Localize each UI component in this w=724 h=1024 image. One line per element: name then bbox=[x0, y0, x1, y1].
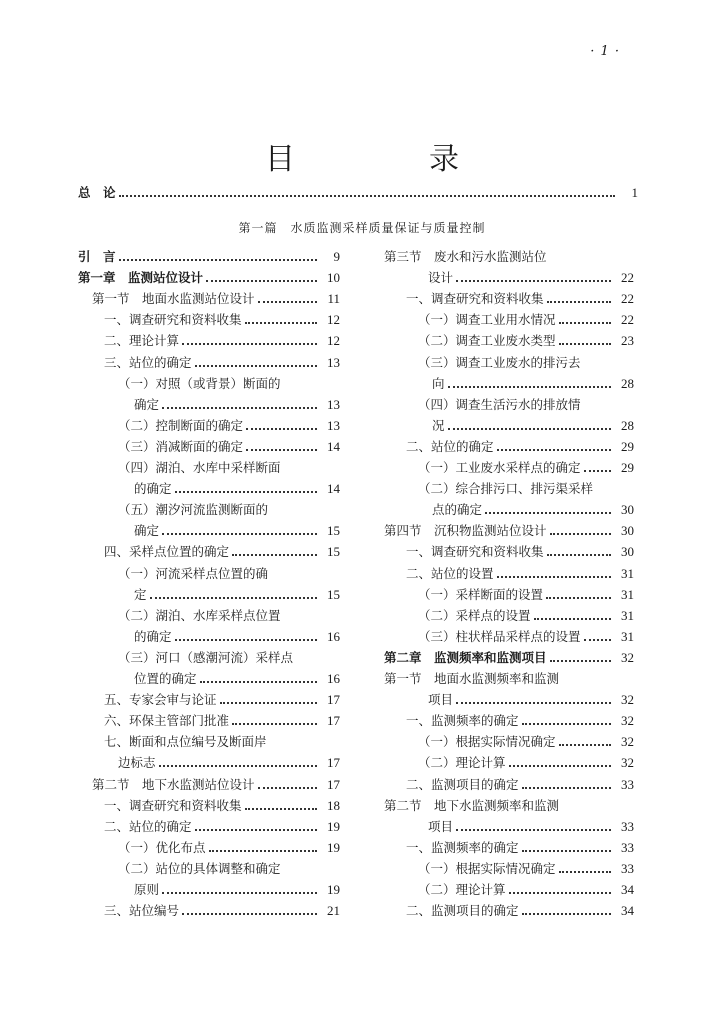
toc-label: （二）采样点的设置 bbox=[418, 607, 531, 623]
toc-page: 22 bbox=[621, 291, 634, 307]
leader-dots bbox=[547, 554, 611, 556]
toc-entry[interactable] bbox=[104, 333, 340, 349]
toc-entry[interactable] bbox=[428, 819, 634, 835]
toc-entry[interactable] bbox=[384, 249, 547, 265]
toc-entry[interactable] bbox=[432, 418, 634, 434]
leader-dots bbox=[456, 280, 611, 282]
toc-page: 9 bbox=[333, 249, 340, 264]
toc-page: 15 bbox=[327, 586, 340, 602]
toc-entry[interactable] bbox=[118, 502, 268, 518]
toc-label: 二、站位的确定 bbox=[104, 818, 192, 834]
toc-label: 总 论 bbox=[78, 185, 116, 200]
toc-label: （二）湖泊、水库采样点位置 bbox=[118, 607, 281, 623]
toc-label: 三、站位编号 bbox=[104, 903, 180, 919]
toc-entry[interactable] bbox=[418, 882, 634, 898]
toc-page: 16 bbox=[327, 628, 340, 644]
toc-page: 23 bbox=[621, 333, 634, 349]
toc-entry[interactable] bbox=[104, 713, 340, 729]
toc-label: 的确定 bbox=[134, 628, 172, 644]
toc-entry[interactable] bbox=[118, 650, 293, 666]
toc-label: （五）潮汐河流监测断面的 bbox=[118, 502, 269, 518]
toc-page: 31 bbox=[621, 628, 634, 644]
toc-page: 18 bbox=[327, 797, 340, 813]
toc-entry[interactable] bbox=[418, 333, 634, 349]
toc-page: 31 bbox=[621, 565, 634, 581]
toc-entry[interactable] bbox=[104, 734, 267, 750]
toc-label: （一）根据实际情况确定 bbox=[418, 860, 556, 876]
toc-entry[interactable] bbox=[406, 291, 634, 307]
leader-dots bbox=[162, 892, 317, 894]
toc-entry[interactable] bbox=[118, 861, 281, 877]
toc-entry[interactable] bbox=[406, 903, 634, 919]
toc-entry[interactable] bbox=[406, 840, 634, 856]
toc-page: 17 bbox=[327, 713, 340, 729]
toc-entry[interactable] bbox=[418, 734, 634, 750]
toc-page: 30 bbox=[621, 502, 634, 518]
toc-label: 一、调查研究和资料收集 bbox=[104, 797, 242, 813]
toc-page: 34 bbox=[621, 903, 634, 919]
toc-entry[interactable] bbox=[78, 270, 340, 286]
toc-entry[interactable] bbox=[134, 523, 340, 539]
toc-label: 确定 bbox=[134, 523, 160, 539]
toc-label: 三、站位的确定 bbox=[104, 354, 192, 370]
toc-page: 32 bbox=[621, 755, 634, 771]
leader-dots bbox=[246, 449, 317, 451]
toc-entry[interactable] bbox=[118, 608, 281, 624]
toc-entry[interactable] bbox=[418, 587, 634, 603]
leader-dots bbox=[162, 407, 317, 409]
toc-entry[interactable] bbox=[118, 566, 268, 582]
leader-dots bbox=[182, 343, 317, 345]
toc-entry[interactable] bbox=[384, 650, 634, 666]
toc-entry[interactable] bbox=[134, 671, 340, 687]
toc-label: （二）理论计算 bbox=[418, 882, 506, 897]
part-title: 第一篇 水质监测采样质量保证与质量控制 bbox=[238, 221, 486, 235]
leader-dots bbox=[206, 280, 317, 282]
toc-entry[interactable] bbox=[418, 481, 593, 497]
toc-label: 二、理论计算 bbox=[104, 333, 180, 349]
leader-dots bbox=[456, 702, 611, 704]
toc-entry[interactable] bbox=[384, 671, 559, 687]
leader-dots bbox=[448, 428, 611, 430]
leader-dots bbox=[195, 365, 317, 367]
toc-entry[interactable] bbox=[78, 249, 340, 265]
toc-page: 1 bbox=[631, 185, 638, 200]
toc-label: （三）河口（感潮河流）采样点 bbox=[118, 649, 294, 665]
toc-entry[interactable] bbox=[406, 566, 634, 582]
toc-entry[interactable] bbox=[118, 418, 340, 434]
toc-page: 14 bbox=[327, 438, 340, 454]
leader-dots bbox=[119, 195, 615, 197]
toc-entry[interactable] bbox=[418, 629, 634, 645]
toc-label: 一、监测频率的确定 bbox=[406, 839, 519, 855]
toc-page: 33 bbox=[621, 776, 634, 792]
toc-page: 13 bbox=[327, 354, 340, 370]
toc-entry[interactable] bbox=[104, 692, 340, 708]
leader-dots bbox=[522, 850, 611, 852]
toc-entry[interactable] bbox=[134, 397, 340, 413]
toc-label: 二、站位的设置 bbox=[406, 565, 494, 581]
toc-label: 第一章 监测站位设计 bbox=[78, 270, 204, 286]
toc-label: （一）优化布点 bbox=[118, 839, 206, 855]
toc-label: （一）工业废水采样点的确定 bbox=[418, 460, 581, 475]
leader-dots bbox=[522, 913, 611, 915]
leader-dots bbox=[162, 533, 317, 535]
toc-entry[interactable] bbox=[428, 270, 634, 286]
toc-label: 七、断面和点位编号及断面岸 bbox=[104, 734, 267, 750]
toc-page: 32 bbox=[621, 692, 634, 708]
leader-dots bbox=[220, 702, 317, 704]
toc-label: 原则 bbox=[134, 882, 160, 897]
toc-label: 位置的确定 bbox=[134, 671, 197, 686]
page-title: 目 录 bbox=[265, 142, 511, 177]
leader-dots bbox=[546, 597, 611, 599]
toc-entry[interactable] bbox=[118, 460, 281, 476]
leader-dots bbox=[245, 322, 317, 324]
leader-dots bbox=[485, 512, 611, 514]
toc-label: 定 bbox=[134, 586, 147, 602]
toc-entry[interactable] bbox=[92, 777, 340, 793]
toc-entry[interactable] bbox=[118, 376, 281, 392]
toc-entry[interactable] bbox=[418, 861, 634, 877]
leader-dots bbox=[584, 470, 611, 472]
toc-page: 33 bbox=[621, 818, 634, 834]
leader-dots bbox=[559, 871, 611, 873]
toc-page: 28 bbox=[621, 375, 634, 391]
leader-dots bbox=[559, 322, 611, 324]
toc-label: 边标志 bbox=[118, 755, 156, 771]
toc-entry[interactable] bbox=[418, 355, 581, 371]
toc-page: 32 bbox=[621, 734, 634, 750]
toc-entry[interactable] bbox=[134, 629, 340, 645]
toc-page: 30 bbox=[621, 544, 634, 560]
toc-page: 32 bbox=[621, 713, 634, 729]
toc-label: 引 言 bbox=[78, 249, 116, 264]
toc-page: 21 bbox=[327, 903, 340, 919]
leader-dots bbox=[559, 744, 611, 746]
toc-label: 一、调查研究和资料收集 bbox=[406, 544, 544, 560]
toc-label: 确定 bbox=[134, 396, 160, 412]
toc-page: 34 bbox=[621, 882, 634, 897]
toc-entry[interactable] bbox=[384, 798, 559, 814]
toc-page: 10 bbox=[327, 270, 340, 286]
toc-page: 19 bbox=[327, 818, 340, 834]
leader-dots bbox=[448, 386, 611, 388]
toc-page: 15 bbox=[327, 523, 340, 539]
leader-dots bbox=[584, 639, 611, 641]
toc-label: 第二节 地下水监测频率和监测 bbox=[384, 797, 560, 813]
leader-dots bbox=[159, 765, 317, 767]
toc-entry[interactable] bbox=[104, 903, 340, 919]
toc-page: 17 bbox=[327, 776, 340, 792]
leader-dots bbox=[245, 808, 317, 810]
leader-dots bbox=[547, 301, 611, 303]
toc-page: 17 bbox=[327, 692, 340, 708]
toc-entry[interactable] bbox=[406, 713, 634, 729]
toc-entry[interactable] bbox=[104, 544, 340, 560]
toc-label: 二、监测项目的确定 bbox=[406, 776, 519, 792]
leader-dots bbox=[232, 554, 317, 556]
leader-dots bbox=[258, 301, 317, 303]
leader-dots bbox=[119, 259, 317, 261]
toc-label: 第四节 沉积物监测站位设计 bbox=[384, 523, 547, 539]
toc-label: （二）调查工业废水类型 bbox=[418, 333, 556, 349]
toc-label: （一）河流采样点位置的确 bbox=[118, 565, 269, 581]
toc-page: 19 bbox=[327, 839, 340, 855]
leader-dots bbox=[550, 533, 611, 535]
toc-label: 第二章 监测频率和监测项目 bbox=[384, 649, 547, 665]
toc-label: （三）调查工业废水的排污去 bbox=[418, 354, 581, 370]
leader-dots bbox=[232, 723, 317, 725]
toc-entry[interactable] bbox=[134, 481, 340, 497]
toc-entry[interactable] bbox=[92, 291, 340, 307]
toc-entry[interactable] bbox=[104, 819, 340, 835]
toc-page: 11 bbox=[327, 291, 340, 307]
toc-page: 32 bbox=[621, 649, 634, 665]
leader-dots bbox=[182, 913, 317, 915]
toc-page: 13 bbox=[327, 396, 340, 412]
toc-page: 14 bbox=[327, 481, 340, 497]
toc-page: 22 bbox=[621, 270, 634, 286]
toc-label: 项目 bbox=[428, 692, 454, 708]
toc-label: （二）站位的具体调整和确定 bbox=[118, 860, 281, 876]
toc-entry[interactable] bbox=[418, 460, 634, 476]
toc-page: 12 bbox=[327, 333, 340, 349]
toc-label: 二、监测项目的确定 bbox=[406, 903, 519, 919]
toc-label: （二）理论计算 bbox=[418, 755, 506, 771]
leader-dots bbox=[522, 723, 611, 725]
leader-dots bbox=[258, 787, 317, 789]
toc-label: 点的确定 bbox=[432, 502, 483, 518]
toc-page: 29 bbox=[621, 438, 634, 454]
leader-dots bbox=[497, 449, 611, 451]
leader-dots bbox=[175, 491, 317, 493]
leader-dots bbox=[175, 639, 317, 641]
toc-entry[interactable] bbox=[432, 502, 634, 518]
leader-dots bbox=[497, 576, 611, 578]
toc-entry[interactable] bbox=[406, 777, 634, 793]
toc-entry[interactable] bbox=[118, 439, 340, 455]
toc-page: 29 bbox=[621, 460, 634, 475]
toc-label: （二）综合排污口、排污渠采样 bbox=[418, 481, 594, 497]
toc-entry[interactable] bbox=[104, 798, 340, 814]
toc-entry[interactable] bbox=[418, 755, 634, 771]
leader-dots bbox=[522, 787, 611, 789]
toc-page: 31 bbox=[621, 586, 634, 602]
leader-dots bbox=[150, 597, 317, 599]
leader-dots bbox=[246, 428, 317, 430]
toc-page: 22 bbox=[621, 312, 634, 328]
toc-label: （三）柱状样品采样点的设置 bbox=[418, 628, 581, 644]
leader-dots bbox=[195, 829, 317, 831]
toc-page: 12 bbox=[327, 312, 340, 328]
toc-label: 二、站位的确定 bbox=[406, 438, 494, 454]
toc-entry[interactable] bbox=[118, 755, 340, 771]
toc-label: 一、监测频率的确定 bbox=[406, 713, 519, 729]
leader-dots bbox=[209, 850, 317, 852]
toc-entry-overview[interactable] bbox=[78, 185, 638, 201]
toc-label: 的确定 bbox=[134, 481, 172, 497]
toc-entry[interactable] bbox=[384, 523, 634, 539]
toc-label: （一）根据实际情况确定 bbox=[418, 734, 556, 750]
toc-entry[interactable] bbox=[134, 882, 340, 898]
toc-page: 19 bbox=[327, 882, 340, 897]
toc-label: （四）调查生活污水的排放情 bbox=[418, 396, 581, 412]
toc-label: 六、环保主管部门批准 bbox=[104, 713, 230, 729]
toc-entry[interactable] bbox=[118, 840, 340, 856]
toc-entry[interactable] bbox=[104, 355, 340, 371]
toc-entry[interactable] bbox=[406, 544, 634, 560]
toc-label: 况 bbox=[432, 417, 445, 433]
leader-dots bbox=[200, 681, 317, 683]
toc-page: 30 bbox=[621, 523, 634, 539]
leader-dots bbox=[550, 660, 611, 662]
toc-entry[interactable] bbox=[406, 439, 634, 455]
toc-entry[interactable] bbox=[428, 692, 634, 708]
toc-entry[interactable] bbox=[418, 312, 634, 328]
toc-label: （三）消减断面的确定 bbox=[118, 438, 244, 454]
leader-dots bbox=[559, 343, 611, 345]
toc-label: 一、调查研究和资料收集 bbox=[406, 291, 544, 307]
toc-label: 四、采样点位置的确定 bbox=[104, 544, 230, 560]
toc-label: （一）对照（或背景）断面的 bbox=[118, 375, 281, 391]
toc-label: （四）湖泊、水库中采样断面 bbox=[118, 460, 281, 475]
toc-label: 第一节 地面水监测频率和监测 bbox=[384, 671, 560, 686]
toc-page: 16 bbox=[327, 671, 340, 686]
toc-entry[interactable] bbox=[432, 376, 634, 392]
page-number: · 1 · bbox=[590, 44, 620, 59]
leader-dots bbox=[509, 892, 611, 894]
toc-label: 设计 bbox=[428, 270, 454, 286]
toc-page: 33 bbox=[621, 839, 634, 855]
toc-label: 第三节 废水和污水监测站位 bbox=[384, 249, 547, 264]
leader-dots bbox=[456, 829, 611, 831]
toc-page: 28 bbox=[621, 417, 634, 433]
toc-label: （二）控制断面的确定 bbox=[118, 417, 244, 433]
toc-page: 31 bbox=[621, 607, 634, 623]
toc-label: 向 bbox=[432, 375, 445, 391]
toc-page: 33 bbox=[621, 860, 634, 876]
toc-label: 项目 bbox=[428, 818, 454, 834]
toc-page: 15 bbox=[327, 544, 340, 560]
toc-entry[interactable] bbox=[418, 397, 581, 413]
toc-entry[interactable] bbox=[104, 312, 340, 328]
toc-entry[interactable] bbox=[418, 608, 634, 624]
toc-label: （一）调查工业用水情况 bbox=[418, 312, 556, 328]
toc-label: 第一节 地面水监测站位设计 bbox=[92, 291, 255, 307]
leader-dots bbox=[534, 618, 611, 620]
toc-entry[interactable] bbox=[134, 587, 340, 603]
toc-label: 第二节 地下水监测站位设计 bbox=[92, 776, 255, 792]
toc-page: 13 bbox=[327, 417, 340, 433]
leader-dots bbox=[509, 765, 611, 767]
toc-label: 五、专家会审与论证 bbox=[104, 692, 217, 708]
toc-label: 一、调查研究和资料收集 bbox=[104, 312, 242, 328]
toc-page: 17 bbox=[327, 755, 340, 771]
toc-label: （一）采样断面的设置 bbox=[418, 586, 544, 602]
